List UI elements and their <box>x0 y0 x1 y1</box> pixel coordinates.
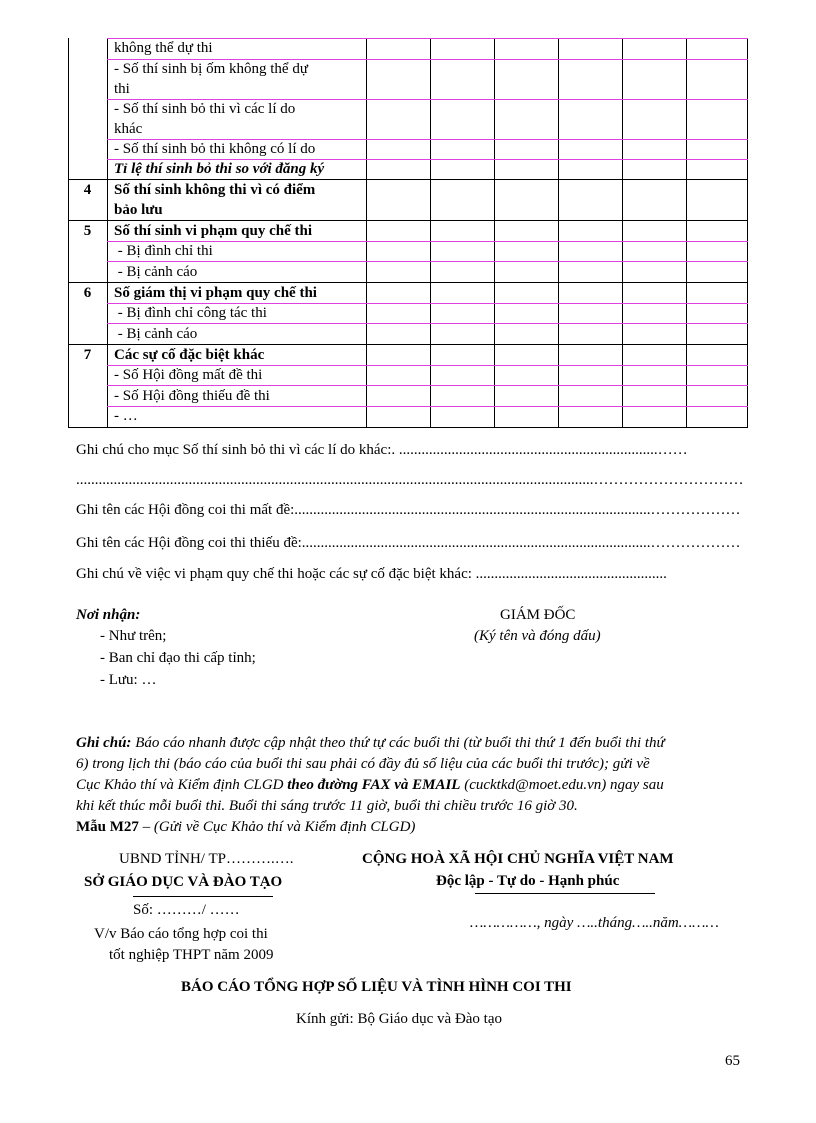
row-label: - Bị cảnh cáo <box>114 264 198 280</box>
row-label: Tỉ lệ thí sinh bỏ thi so với đăng ký <box>114 161 325 177</box>
subject-line2: tốt nghiệp THPT năm 2009 <box>109 947 274 963</box>
row-label: Các sự cố đặc biệt khác <box>114 347 265 363</box>
note-other-reasons-line2: ..........................................................................................................................................………………………… <box>76 472 744 488</box>
footnote-line3: Cục Khảo thí và Kiểm định CLGD theo đường FAX và EMAIL (cucktkd@moet.edu.vn) ngay sau <box>76 777 664 793</box>
footnote-line2: 6) trong lịch thi (báo cáo của buổi thi sau phải có đầy đủ số liệu của các buổi thi trước); gửi về <box>76 756 650 772</box>
row-label: - Số Hội đồng mất đề thi <box>114 367 263 383</box>
row-label: không thể dự thi <box>114 40 213 56</box>
row-label: - … <box>114 408 138 424</box>
row-number: 5 <box>83 223 92 239</box>
note-violations: Ghi chú về việc vi phạm quy chế thi hoặc các sự cố đặc biệt khác: ................................................... <box>76 566 667 582</box>
statistics-table <box>68 38 748 428</box>
recipient-item: - Ban chỉ đạo thi cấp tỉnh; <box>100 650 256 666</box>
row-number: 6 <box>83 285 92 301</box>
footnote-line1: Ghi chú: Báo cáo nhanh được cập nhật theo thứ tự các buổi thi (từ buổi thi thứ 1 đến buổi thi thứ <box>76 735 665 751</box>
department-underline <box>133 896 273 897</box>
note-other-reasons: Ghi chú cho mục Số thí sinh bỏ thi vì các lí do khác:. .....................................................................…… <box>76 442 688 458</box>
row-label: - Bị đình chỉ công tác thi <box>114 305 267 321</box>
row-label: - Số thí sinh bị ốm không thể dự <box>114 61 308 77</box>
recipients-heading: Nơi nhận: <box>76 607 141 623</box>
recipient-item: - Lưu: … <box>100 672 157 688</box>
form-code: Mẫu M27 – (Gửi về Cục Khảo thí và Kiểm định CLGD) <box>76 819 416 835</box>
recipient-item: - Như trên; <box>100 628 167 644</box>
nation-title: CỘNG HOÀ XÃ HỘI CHỦ NGHĨA VIỆT NAM <box>362 851 674 867</box>
row-label-cont: khác <box>114 121 143 137</box>
page-number: 65 <box>725 1053 740 1069</box>
subject-line1: V/v Báo cáo tổng hợp coi thi <box>94 926 268 942</box>
row-number: 4 <box>83 182 92 198</box>
row-label-cont: thi <box>114 81 130 97</box>
footnote-line4: khi kết thúc mỗi buổi thi. Buổi thi sáng trước 11 giờ, buổi thi chiều trước 16 giờ 30. <box>76 798 578 814</box>
department-name: SỞ GIÁO DỤC VÀ ĐÀO TẠO <box>84 874 283 890</box>
row-label-cont: bảo lưu <box>114 202 163 218</box>
row-label: Số thí sinh vi phạm quy chế thi <box>114 223 312 239</box>
row-label: - Số thí sinh bỏ thi vì các lí do <box>114 101 296 117</box>
note-missing-exam: Ghi tên các Hội đồng coi thi mất đề:...............................................................................................……………… <box>76 502 741 518</box>
row-label: - Số thí sinh bỏ thi không có lí do <box>114 141 316 157</box>
ubnd-label: UBND TỈNH/ TP……….…. <box>119 851 294 867</box>
row-number: 7 <box>83 347 92 363</box>
row-label: - Bị đình chỉ thi <box>114 243 213 259</box>
date-line: ……………, ngày …..tháng…..năm……… <box>470 915 719 931</box>
report-title: BÁO CÁO TỔNG HỢP SỐ LIỆU VÀ TÌNH HÌNH COI THI <box>181 979 572 995</box>
row-label: Số giám thị vi phạm quy chế thi <box>114 285 317 301</box>
signature-note: (Ký tên và đóng dấu) <box>474 628 601 644</box>
row-label: Số thí sinh không thi vì có điểm <box>114 182 316 198</box>
document-number: Số: ………/ …… <box>133 902 240 918</box>
signature-title: GIÁM ĐỐC <box>500 607 576 623</box>
footnote-label: Ghi chú: <box>76 735 132 751</box>
motto-underline <box>475 893 655 894</box>
addressee: Kính gửi: Bộ Giáo dục và Đào tạo <box>296 1011 503 1027</box>
motto: Độc lập - Tự do - Hạnh phúc <box>436 873 620 889</box>
row-label: - Số Hội đồng thiếu đề thi <box>114 388 270 404</box>
note-short-exam: Ghi tên các Hội đồng coi thi thiếu đề:.............................................................................................……………… <box>76 535 741 551</box>
row-label: - Bị cảnh cáo <box>114 326 198 342</box>
